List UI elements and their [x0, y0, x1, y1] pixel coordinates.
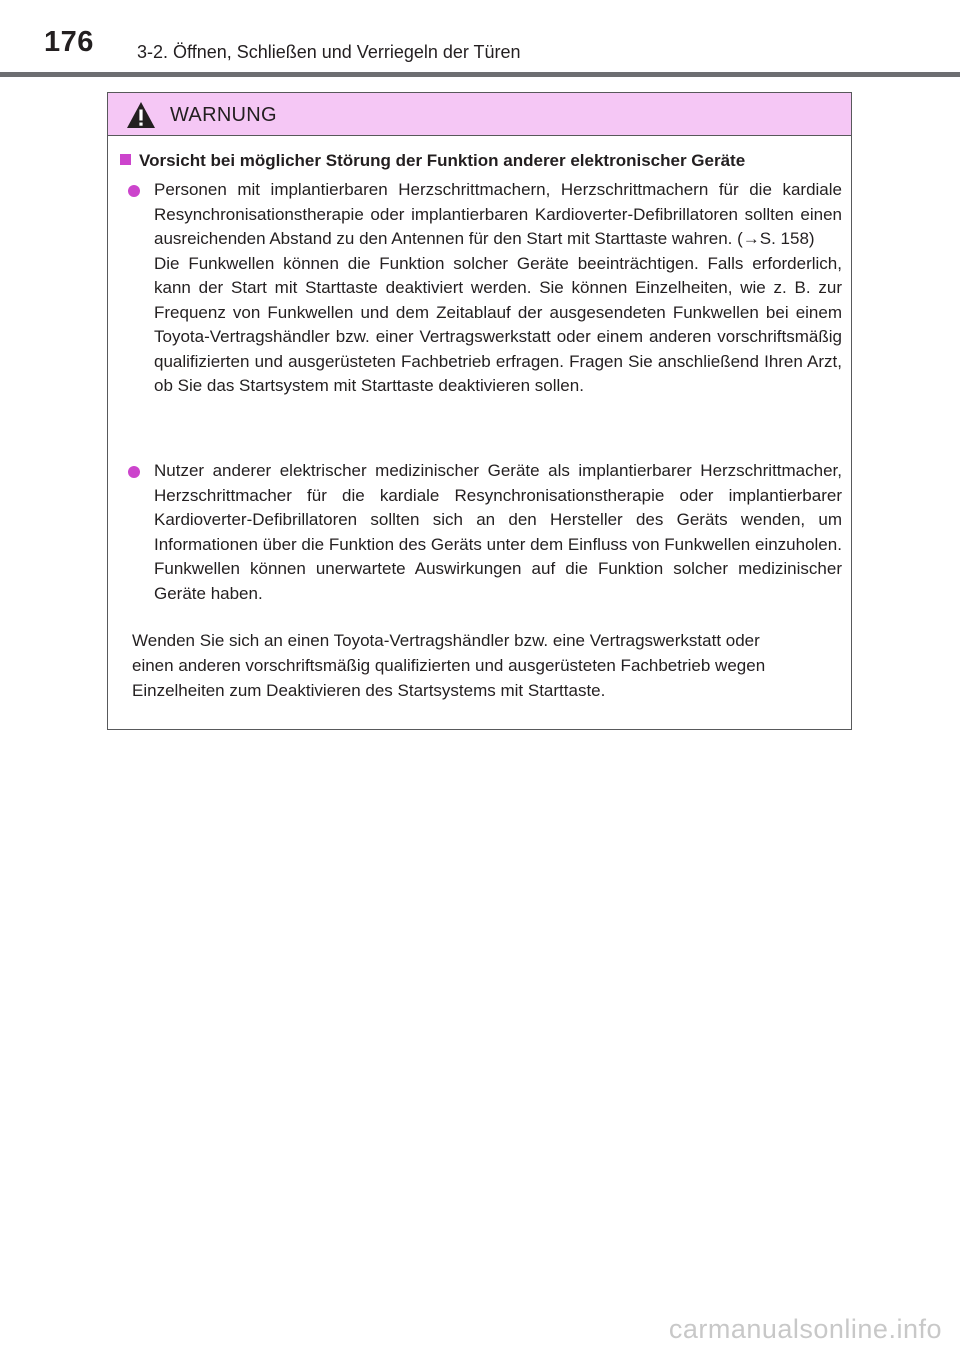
- square-bullet-icon: [120, 154, 131, 165]
- closing-line: einen anderen vorschriftsmäßig qualifizierten und ausgerüsteten Fachbetrieb wegen: [132, 656, 766, 675]
- closing-note: [132, 628, 842, 703]
- watermark: carmanualsonline.info: [668, 1314, 942, 1344]
- section-title: 3-2. Öffnen, Schließen und Verriegeln der Türen: [137, 42, 521, 62]
- page-number: 176: [44, 26, 94, 58]
- item-paragraph: Nutzer anderer elektrischer medizinischer Geräte als implantierbarer Herzschrittmacher, Herzschrittmacher für die kardiale Resynchronisationstherapie oder implantierbarer Kardioverter-Defibrillatoren sollten sich an den Hersteller des Geräts wenden, um Informationen über die Funktion des Geräts unter dem Einfluss von Funkwellen einzuholen.: [154, 461, 842, 554]
- warning-header: [108, 93, 851, 136]
- warning-triangle-icon: [126, 101, 156, 129]
- warning-heading-text: Vorsicht bei möglicher Störung der Funktion anderer elektronischer Geräte: [139, 151, 746, 170]
- item-paragraph: Personen mit implantierbaren Herzschrittmachern, Herzschrittmachern für die kardiale Resynchronisationstherapie oder implantierbaren Kardioverter-Defibrillatoren sollten einen ausreichenden Abstand zu den Antennen für den Start mit Starttaste wahren. (→S. 158): [154, 180, 842, 248]
- warning-box: [107, 92, 852, 730]
- closing-line: Einzelheiten zum Deaktivieren des Startsystems mit Starttaste.: [132, 681, 606, 700]
- warning-heading: [116, 149, 846, 173]
- header-rule: [0, 72, 960, 77]
- list-item: [154, 459, 842, 606]
- warning-title: WARNUNG: [170, 104, 277, 126]
- item-paragraph: Die Funkwellen können die Funktion solcher Geräte beeinträchtigen. Falls erforderlich, kann der Start mit Starttaste deaktiviert werden. Sie können Einzelheiten, wie z. B. zur Frequenz von Funkwellen und dem Zeitablauf der ausgesendeten Funkwellen bei einem Toyota-Vertragshändler bzw. einer Vertragswerkstatt oder einem anderen vorschriftsmäßig qualifizierten und ausgerüsteten Fachbetrieb erfragen. Fragen Sie anschließend Ihren Arzt, ob Sie das Startsystem mit Starttaste deaktivieren sollen.: [154, 253, 842, 395]
- list-item: [154, 178, 842, 399]
- round-bullet-icon: [128, 185, 140, 197]
- page-header: [0, 0, 960, 80]
- closing-line: Wenden Sie sich an einen Toyota-Vertragshändler bzw. eine Vertragswerkstatt oder: [132, 631, 760, 650]
- item-paragraph: Funkwellen können unerwartete Auswirkungen auf die Funktion solcher medizinischer Geräte haben.: [154, 559, 842, 603]
- round-bullet-icon: [128, 466, 140, 478]
